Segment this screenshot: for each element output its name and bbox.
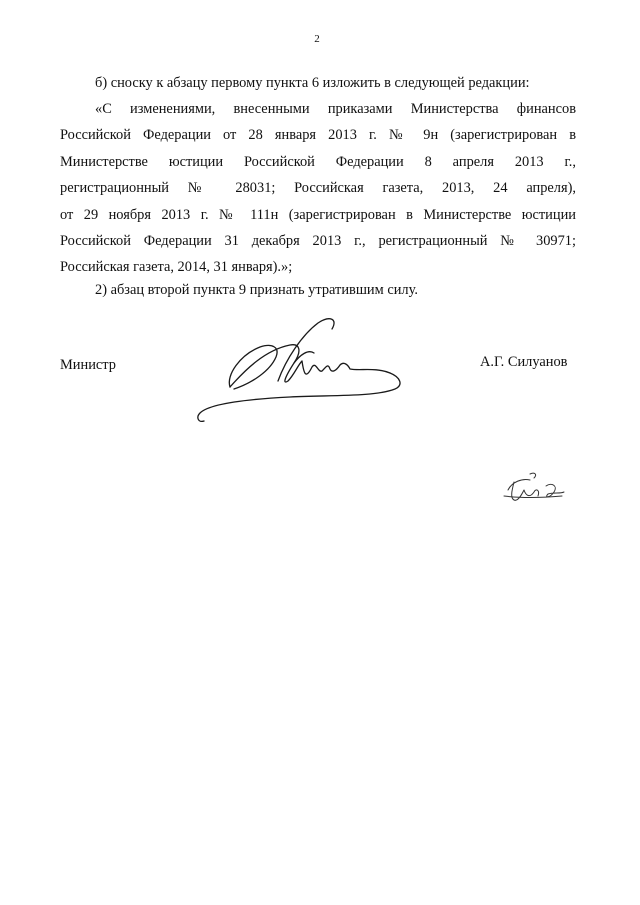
amendment-line: регистрационный № 28031; Российская газета, 2013, 24 апреля), xyxy=(60,180,576,197)
paragraph-repeal xyxy=(60,277,576,303)
paragraph-footnote-instruction xyxy=(60,70,576,96)
amendment-line: Российской Федерации от 28 января 2013 г. № 9н (зарегистрирован в xyxy=(60,127,576,144)
paragraph-text: б) сноску к абзацу первому пункта 6 изложить в следующей редакции: xyxy=(95,75,530,91)
handwritten-signature-icon xyxy=(190,315,420,435)
paragraph-quoted-amendment xyxy=(60,96,576,281)
amendment-line: Министерстве юстиции Российской Федерации 8 апреля 2013 г., xyxy=(60,153,576,170)
signatory-name: А.Г. Силуанов xyxy=(480,354,568,370)
amendment-line: Российская газета, 2014, 31 января).»; xyxy=(60,259,293,276)
amendment-line: «С изменениями, внесенными приказами Министерства финансов xyxy=(95,101,576,117)
amendment-line: от 29 ноября 2013 г. № 111н (зарегистрирован в Министерстве юстиции xyxy=(60,206,576,223)
page-number: 2 xyxy=(314,33,320,45)
signatory-role: Министр xyxy=(60,357,116,373)
amendment-line: Российской Федерации 31 декабря 2013 г., регистрационный № 30971; xyxy=(60,233,576,250)
paragraph-text: 2) абзац второй пункта 9 признать утратившим силу. xyxy=(95,282,418,298)
handwritten-initials-icon xyxy=(500,468,570,513)
